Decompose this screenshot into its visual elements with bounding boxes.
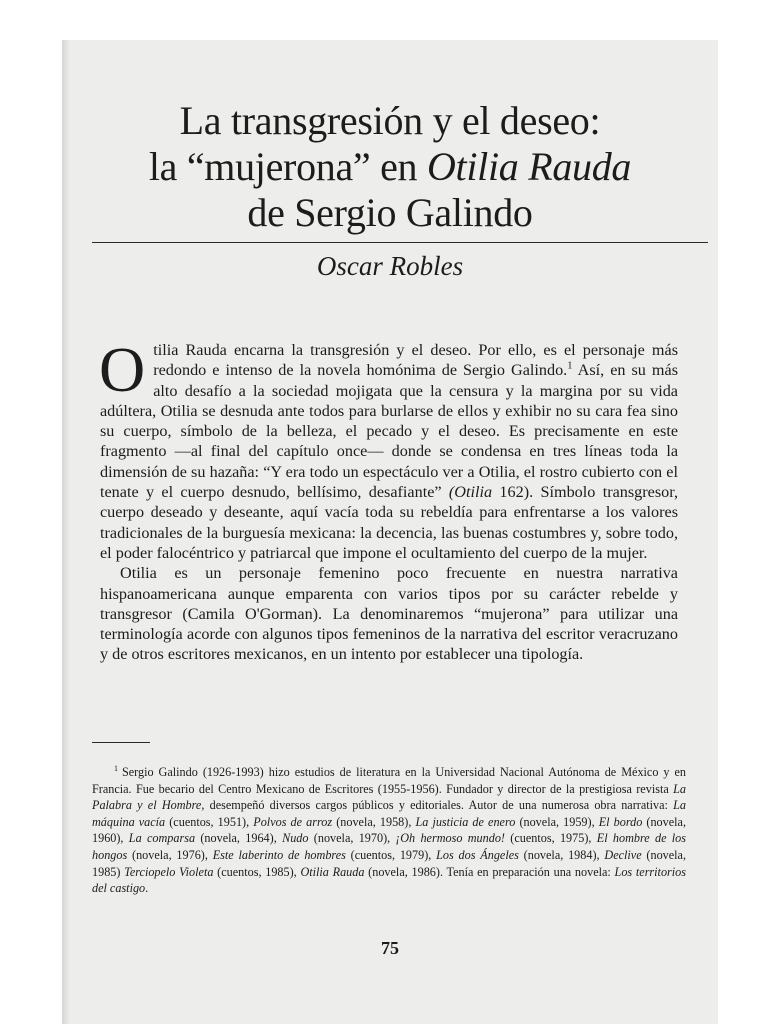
footnote-text: (novela, 1986). Tenía en preparación una novela: [364,864,615,879]
paragraph-1-text-a: tilia Rauda encarna la transgresión y el deseo. Por ello, es el personaje más redondo e intenso de la novela homónima de Sergio Galindo. [153,341,678,380]
title-line-2-italic: Otilia Rauda [426,144,632,189]
footnote-reference: 1 [567,360,573,372]
footnote-title: El bordo [598,814,643,829]
footnote-text: (cuentos, 1985), [213,864,301,879]
footnote-text: (novela, 1958), [332,814,416,829]
footnote-title: Otilia Rauda [300,864,365,879]
footnote-marker: 1 [114,763,118,773]
footnote-text: (novela, 1964), [195,831,283,846]
footnote-text: (novela, 1959), [515,814,599,829]
footnote-title: El hombre de los hongos [92,831,687,862]
footnote-title: La máquina vacía [92,798,686,829]
footnote-title: La Palabra y el Hombre [92,781,686,813]
footnote-title: Declive [604,847,642,862]
paragraph-1-text-b: Así, en su más alto desafío a la sociedad mojigata que la censura y la margina por su vida adúltera, Otilia se desnuda ante todos para burlarse de ellos y exhibir no su cara fea sino su cuerpo, símbolo de la belleza, el pecado y el deseo. Es precisamente en este fragmento —al final del capítulo once— donde se condensa en tres líneas toda la dimensión de su hazaña: “Y era todo un espectáculo ver a Otilia, el rostro cubierto con el tenate y el cuerpo desnudo, bellísimo, desafiante” [100,361,678,502]
author-name: Oscar Robles [316,251,464,281]
footnote-divider [92,742,150,743]
footnote-text: (cuentos, 1975), [505,831,597,846]
title-line-2a: la “mujerona” en [148,144,427,189]
footnote-title: Polvos de arroz [253,814,333,829]
footnote-text: (novela, 1976), [127,847,213,862]
footnote-text: (novela, 1984), [518,847,605,862]
title-line-1: La transgresión y el deseo: [179,98,601,143]
footnote-text: , desempeñó diversos cargos públicos y editoriales. Autor de una numerosa obra narrativa: [201,798,674,813]
footnote-title: La comparsa [128,831,196,846]
footnote-text: (cuentos, 1951), [165,814,254,829]
footnote-title: Los territorios del castigo [92,864,687,896]
footnote-title: ¡Oh hermoso mundo! [395,831,505,846]
paragraph-1-citation: (Otilia [448,483,493,502]
footnote-title: Terciopelo Violeta [124,864,214,879]
footnote-title: Los dos Ángeles [436,847,519,862]
footnote-text: (novela, 1970), [308,831,396,846]
footnote-text: . [145,881,149,896]
footnote-title: Nudo [282,831,309,846]
drop-cap: O [99,334,146,405]
footnote-title: La justicia de enero [415,814,516,829]
footnote-text: Sergio Galindo (1926-1993) hizo estudios de literatura en la Universidad Nacional Autónoma de México y en Francia. Fue becario del Centro Mexicano de Escritores (1955-1956). Fundador y director de la prestigiosa revista [92,765,686,796]
article-title [62,98,718,236]
footnote-title: Este laberinto de hombres [212,847,346,862]
footnote [92,764,686,897]
footnote-text: (cuentos, 1979), [345,847,437,862]
footnote-text: (novela, 1985) [92,847,687,879]
title-line-3: de Sergio Galindo [247,190,533,235]
title-divider [92,242,708,243]
paragraph-1-text-c: 162). Símbolo transgresor, cuerpo deseado y deseante, aquí vacía toda su rebeldía para enfrentarse a los valores tradicionales de la burguesía mexicana: la decencia, las buenas costumbres y, sobre todo, el poder falocéntrico y patriarcal que impone el ocultamiento del cuerpo de la mujer. [100,483,679,562]
paragraph-2: Otilia es un personaje femenino poco frecuente en nuestra narrativa hispanoamericana aunque emparenta con varios tipos por su carácter rebelde y transgresor (Camila O'Gorman). La denominaremos “mujerona” para utilizar una terminología acorde con algunos tipos femeninos de la narrativa del escritor veracruzano y de otros escritores mexicanos, en un intento por establecer una tipología. [100,564,678,664]
paragraph-1 [99,334,679,563]
footnote-text: (novela, 1960), [92,814,687,846]
page-number: 75 [381,938,399,958]
scanned-page [62,40,718,1024]
article-body [99,334,679,665]
